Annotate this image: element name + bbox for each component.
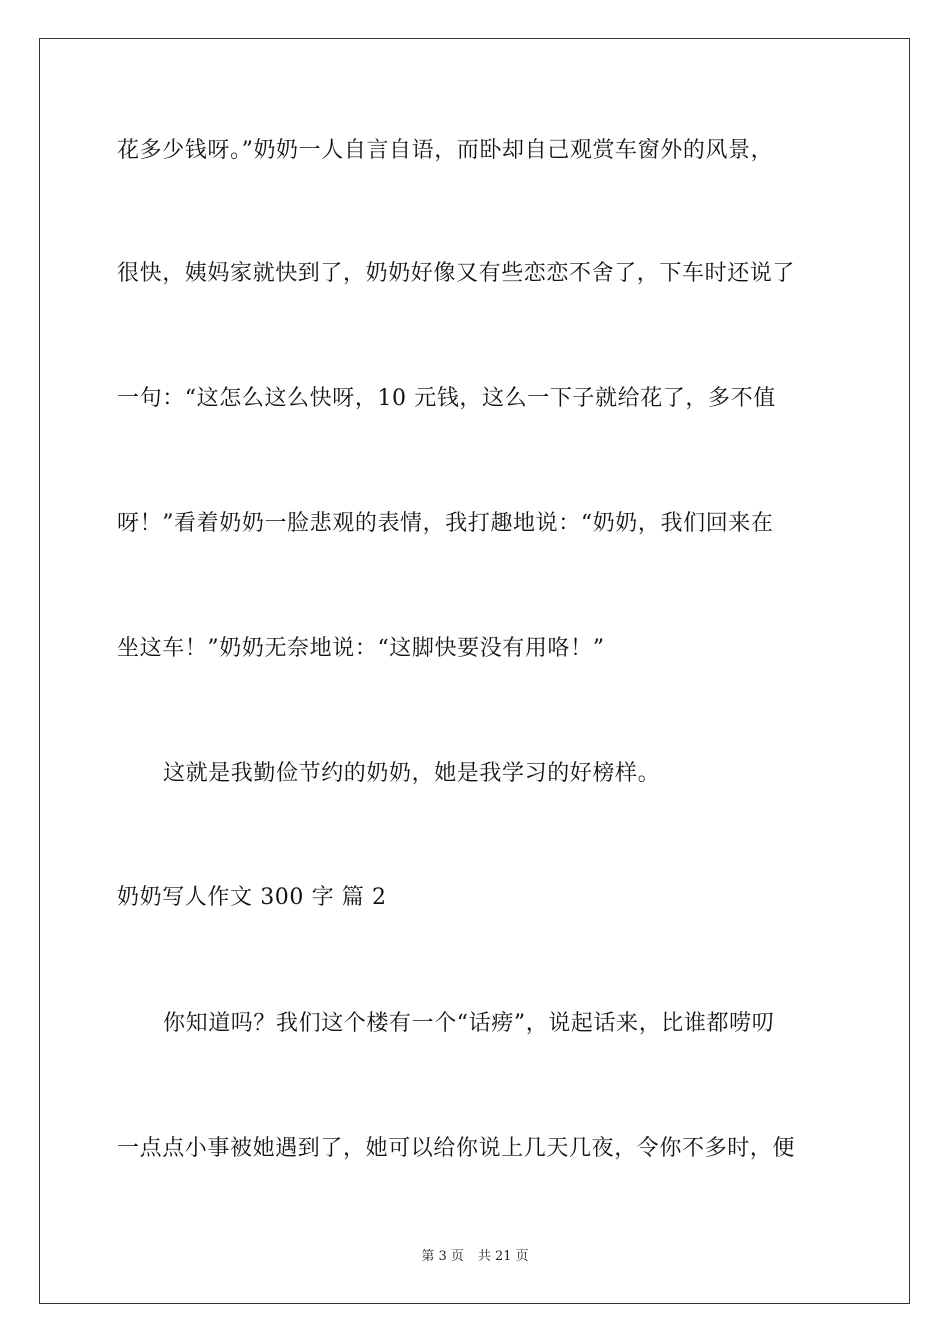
page-total: 共 21 页 xyxy=(477,1249,529,1264)
paragraph-line: 一句：“这怎么这么快呀，10 元钱，这么一下子就给花了，多不值 xyxy=(117,386,776,411)
paragraph-line: 很快，姨妈家就快到了，奶奶好像又有些恋恋不舍了，下车时还说了 xyxy=(117,261,796,286)
paragraph-line: 花多少钱呀。”奶奶一人自言自语，而卧却自己观赏车窗外的风景， xyxy=(117,138,774,163)
paragraph-line: 你知道吗？我们这个楼有一个“话痨”，说起话来，比谁都唠叨 xyxy=(163,1011,775,1036)
paragraph-line: 呀！”看着奶奶一脸悲观的表情，我打趣地说：“奶奶，我们回来在 xyxy=(117,511,774,536)
paragraph-line: 一点点小事被她遇到了，她可以给你说上几天几夜，令你不多时，便 xyxy=(117,1136,796,1161)
paragraph-line: 这就是我勤俭节约的奶奶，她是我学习的好榜样。 xyxy=(163,761,661,786)
section-heading: 奶奶写人作文 300 字 篇 2 xyxy=(117,885,387,910)
paragraph-line: 坐这车！”奶奶无奈地说：“这脚快要没有用咯！” xyxy=(117,636,605,661)
page-border xyxy=(39,38,910,1304)
page-footer xyxy=(0,1248,950,1266)
page-number: 第 3 页 xyxy=(421,1249,464,1264)
